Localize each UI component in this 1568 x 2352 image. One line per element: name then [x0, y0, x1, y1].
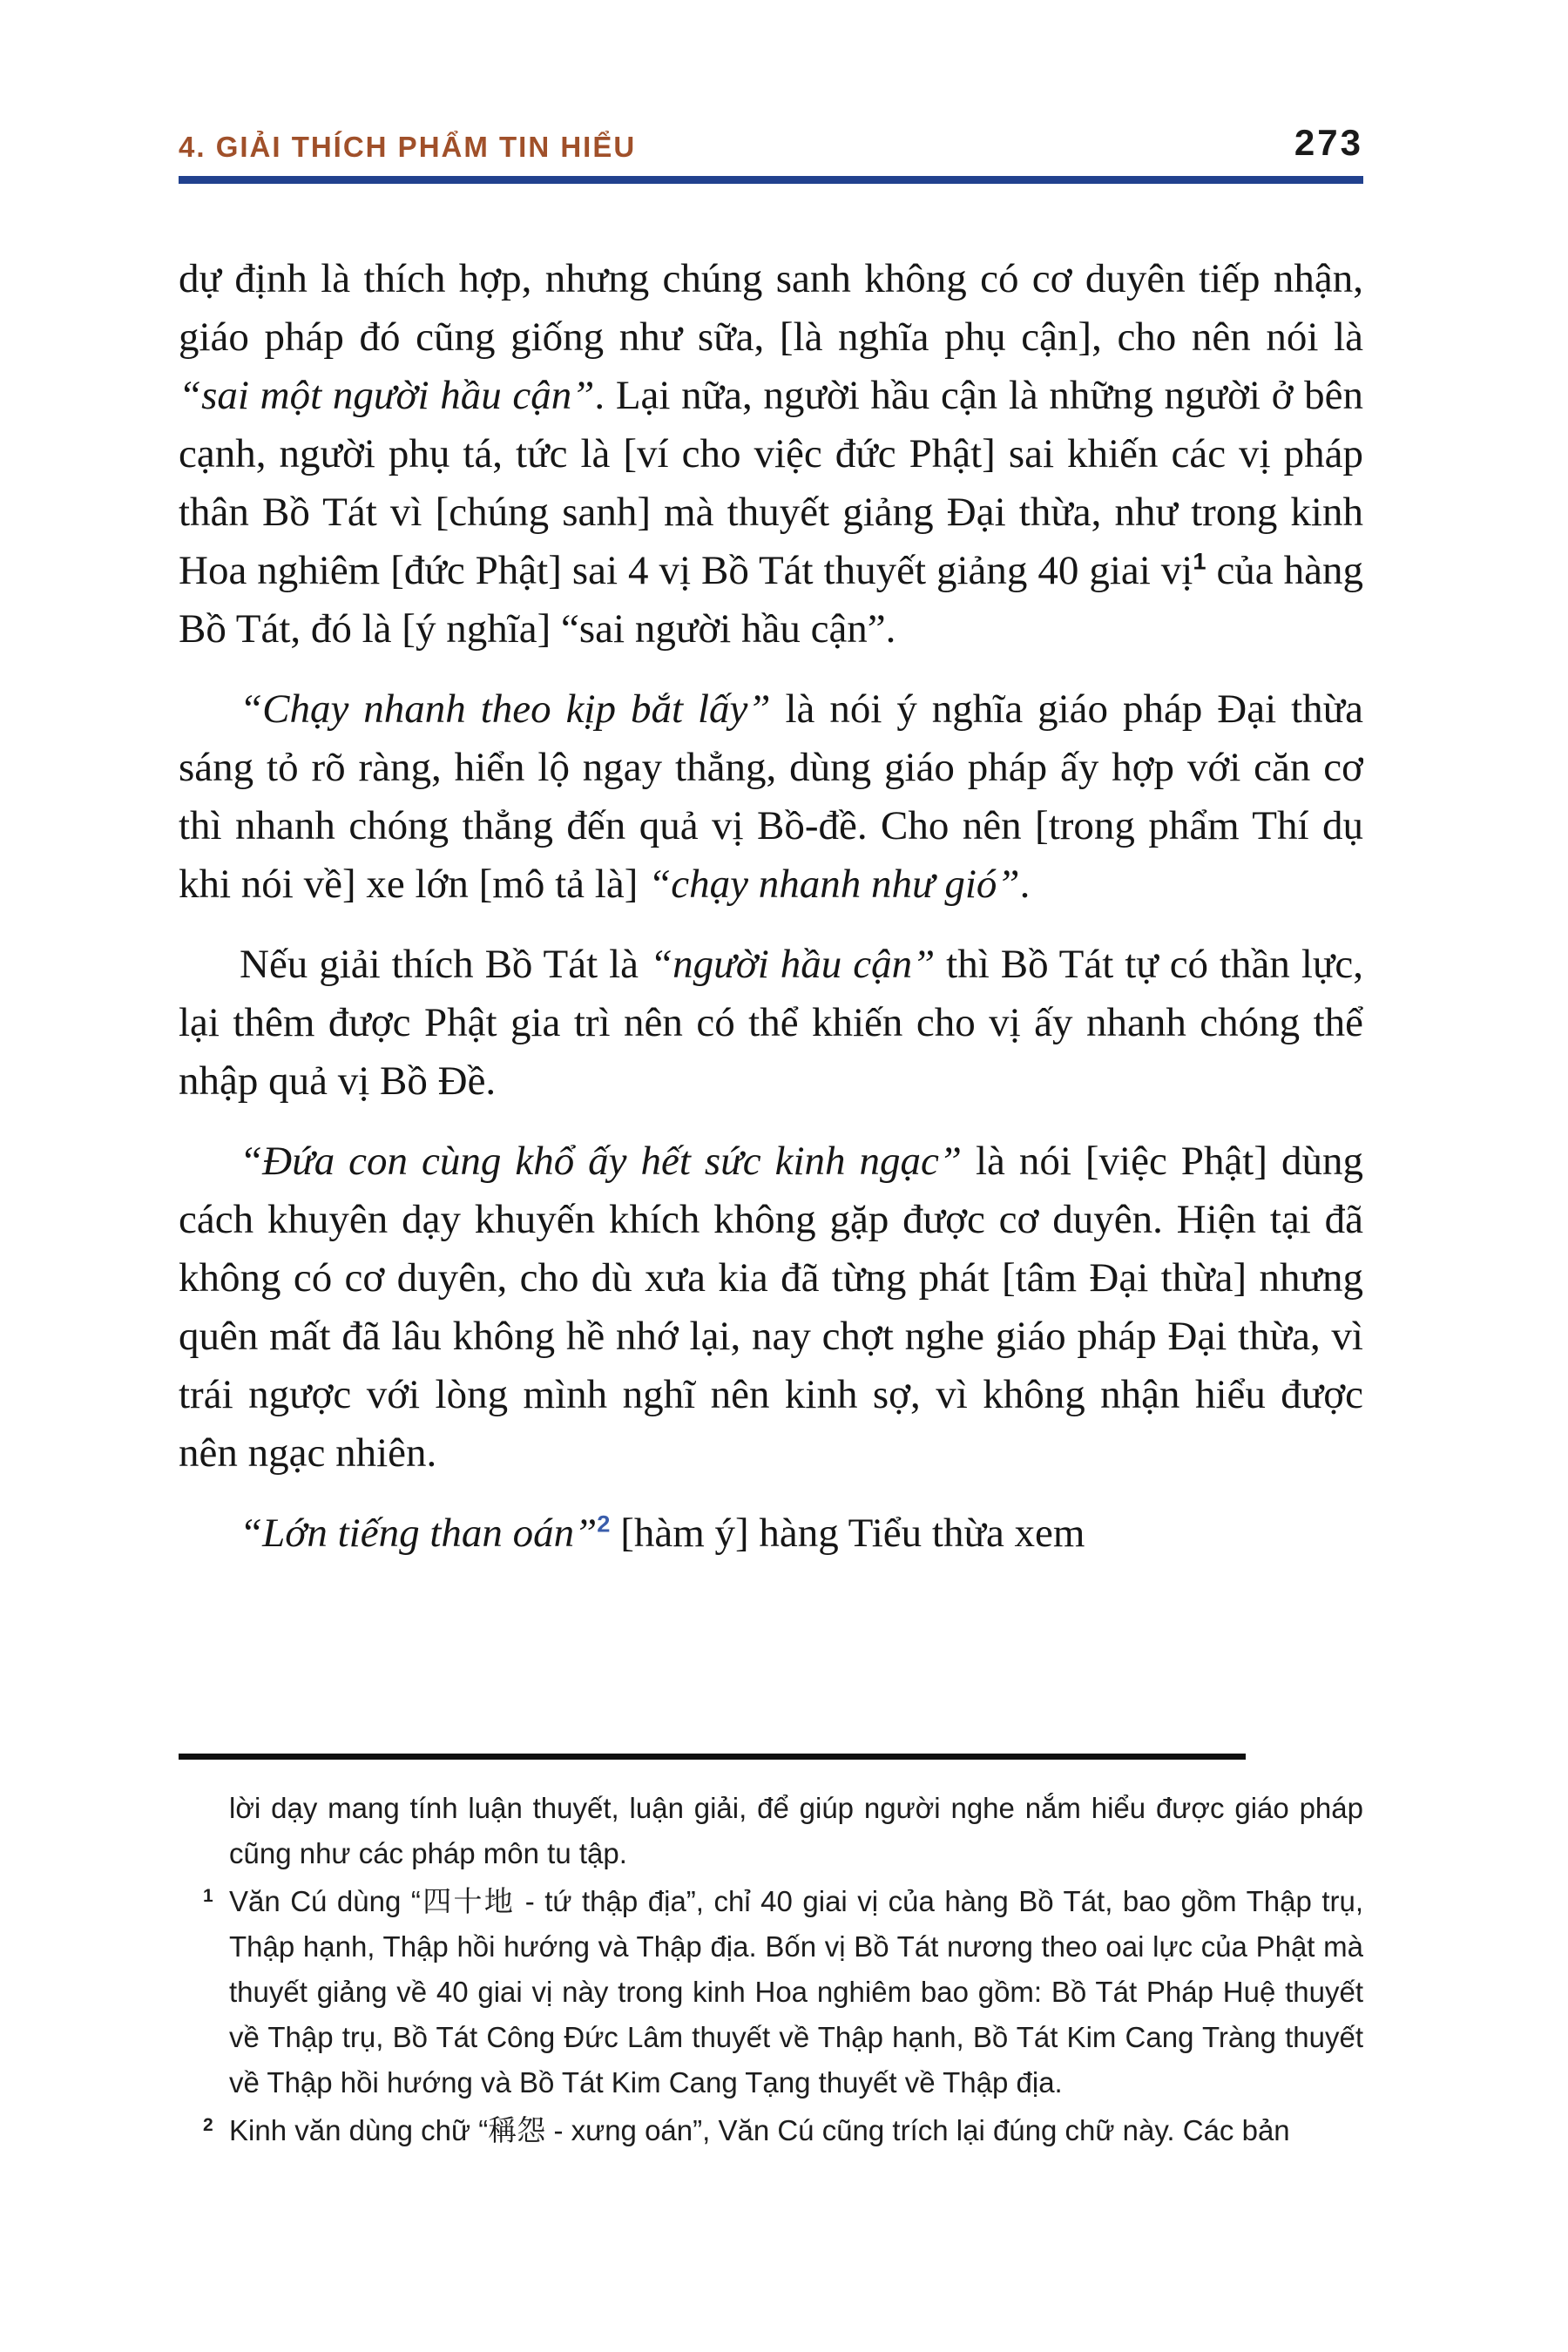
body-run: của hàng Bồ Tát, đó là [ý nghĩa] “sai người hầu cận”. — [179, 548, 1363, 652]
header-rule — [179, 176, 1363, 184]
quoted-phrase: “sai một người hầu cận” — [179, 373, 595, 418]
body-run: Nếu giải thích Bồ Tát là — [240, 942, 650, 987]
body-paragraph — [179, 936, 1363, 1111]
running-header — [179, 122, 1363, 164]
chapter-header-title: 4. GIẢI THÍCH PHẨM TIN HIỂU — [179, 131, 637, 163]
body-run: là nói ý nghĩa giáo pháp Đại thừa sáng tỏ rõ ràng, hiển lộ ngay thẳng, dùng giáo pháp ấy hợp với căn cơ thì nhanh chóng thẳng đến quả vị Bồ-đề. Cho nên [trong phẩm Thí dụ khi nói về] xe lớn [mô tả là] — [179, 686, 1363, 907]
quoted-phrase: “người hầu cận” — [649, 942, 936, 987]
footnote-marker: 2 — [203, 2115, 213, 2135]
footnote — [229, 1786, 1363, 1876]
footnote — [203, 1879, 1363, 2105]
body-run: là nói [việc Phật] dùng cách khuyên dạy khuyến khích không gặp được cơ duyên. Hiện tại đã không có cơ duyên, cho dù xưa kia đã từng phát [tâm Đại thừa] nhưng quên mất đã lâu không hề nhớ lại, nay chợt nghe giáo pháp Đại thừa, vì trái ngược với lòng mình nghĩ nên kinh sợ, vì không nhận hiểu được nên ngạc nhiên. — [179, 1139, 1363, 1476]
body-paragraph — [179, 1504, 1363, 1563]
page-number: 273 — [1294, 122, 1363, 163]
quoted-phrase: “Chạy nhanh theo kịp bắt lấy” — [240, 686, 771, 732]
quoted-phrase: “Đứa con cùng khổ ấy hết sức kinh ngạc” — [240, 1139, 963, 1184]
footnote-text: Văn Cú dùng “四十地 - tứ thập địa”, chỉ 40 giai vị của hàng Bồ Tát, bao gồm Thập trụ, Thập hạnh, Thập hồi hướng và Thập địa. Bốn vị Bồ Tát nương theo oai lực của Phật mà thuyết giảng về 40 giai vị này trong kinh Hoa nghiêm bao gồm: Bồ Tát Pháp Huệ thuyết về Thập trụ, Bồ Tát Công Đức Lâm thuyết về Thập hạnh, Bồ Tát Kim Cang Tràng thuyết về Thập hồi hướng và Bồ Tát Kim Cang Tạng thuyết về Thập địa. — [229, 1885, 1363, 2099]
footnote-ref: 1 — [1193, 547, 1206, 575]
body-paragraph — [179, 1132, 1363, 1483]
footnote-text: lời dạy mang tính luận thuyết, luận giải, để giúp người nghe nắm hiểu được giáo pháp cũng như các pháp môn tu tập. — [229, 1792, 1363, 1869]
quoted-phrase: “Lớn tiếng than oán” — [240, 1511, 598, 1556]
quoted-phrase: “chạy nhanh như gió” — [648, 862, 1020, 907]
footnote-separator — [179, 1754, 1246, 1760]
body-run: . Lại nữa, người hầu cận là những người ở bên cạnh, người phụ tá, tức là [ví cho việc đức Phật] sai khiến các vị pháp thân Bồ Tát vì [chúng sanh] mà thuyết giảng Đại thừa, như trong kinh Hoa nghiêm [đức Phật] sai 4 vị Bồ Tát thuyết giảng 40 giai vị — [179, 373, 1363, 593]
footnote — [203, 2108, 1363, 2153]
body-run: thì Bồ Tát tự có thần lực, lại thêm được Phật gia trì nên có thể khiến cho vị ấy nhanh chóng thể nhập quả vị Bồ Đề. — [179, 942, 1363, 1104]
body-run: [hàm ý] hàng Tiểu thừa xem — [610, 1511, 1085, 1556]
body-paragraph — [179, 680, 1363, 914]
footnotes — [179, 1786, 1363, 2153]
footnote-marker: 1 — [203, 1886, 213, 1906]
body-run: dự định là thích hợp, nhưng chúng sanh không có cơ duyên tiếp nhận, giáo pháp đó cũng giống như sữa, [là nghĩa phụ cận], cho nên nói là — [179, 256, 1363, 360]
footnote-text: Kinh văn dùng chữ “稱怨 - xưng oán”, Văn Cú cũng trích lại đúng chữ này. Các bản — [229, 2114, 1290, 2146]
footnote-ref: 2 — [597, 1510, 611, 1538]
body-run: . — [1019, 862, 1031, 907]
body-text — [179, 250, 1363, 1754]
body-paragraph — [179, 250, 1363, 659]
